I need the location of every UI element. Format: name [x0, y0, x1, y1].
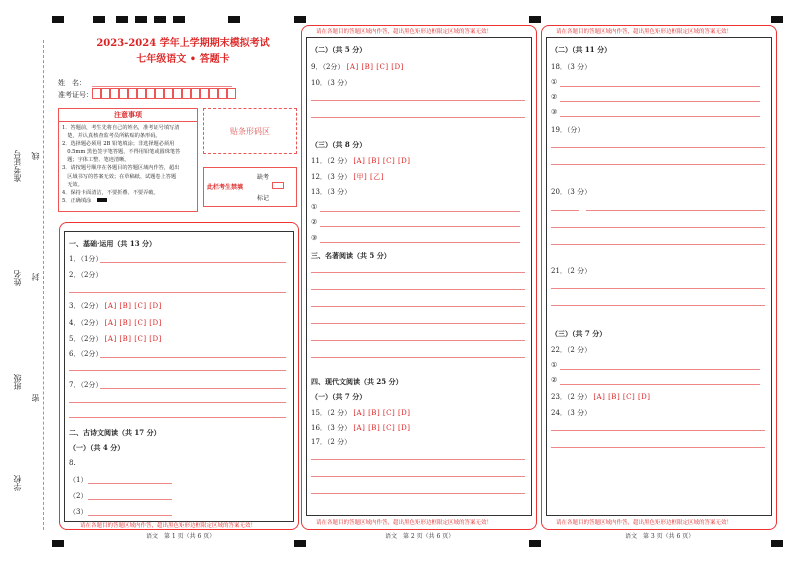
timing-mark [228, 16, 240, 23]
notice-item: 2．选择题必须用 2B 铅笔填涂；非选择题必须用 [62, 141, 175, 148]
timing-mark [173, 16, 185, 23]
s3-line[interactable] [311, 289, 525, 290]
absent-bottom: 标记 [257, 195, 270, 202]
q7-answer-line[interactable] [100, 388, 286, 389]
sub1-title: （一）（共 4 分） [69, 443, 125, 452]
notice-box [58, 108, 198, 212]
filled-example [97, 198, 107, 202]
q6-label: 6．（2分） [69, 350, 103, 358]
timing-mark [294, 540, 306, 547]
s3-line[interactable] [311, 306, 525, 307]
timing-mark [294, 16, 306, 23]
s3-line[interactable] [311, 357, 525, 358]
absent-checkbox[interactable] [272, 182, 284, 189]
q10-label: 10．（3 分） [311, 79, 352, 87]
q8-label: 8. [69, 459, 76, 467]
q20-label: 20．（3 分） [551, 188, 592, 196]
q18-line2[interactable] [560, 101, 760, 102]
absent-label: 此栏考生禁填 [207, 184, 244, 191]
page3-footer: 语文 第 3 页（共 6 页） [625, 533, 695, 540]
q6-answer-line[interactable] [100, 357, 286, 358]
q20-line[interactable] [551, 227, 765, 228]
q18-c2: ② [551, 93, 558, 101]
q10-line[interactable] [311, 117, 525, 118]
timing-mark [154, 16, 166, 23]
notice-item: 5．正确填涂 [62, 197, 92, 204]
notice-title: 注意事项 [59, 109, 197, 122]
q24-line[interactable] [551, 447, 765, 448]
q18-c1: ① [551, 78, 558, 86]
timing-mark [52, 16, 64, 23]
q15-options[interactable]: [A] [B] [C] [D] [353, 409, 411, 417]
name-field[interactable] [92, 86, 232, 87]
q17-line[interactable] [311, 493, 525, 494]
q23-options[interactable]: [A] [B] [C] [D] [593, 393, 651, 401]
warning-bottom: 请在各题目的答题区域内作答，超出黑色矩形边框限定区域的答案无效！ [316, 520, 493, 526]
side-label-feng: 封 [31, 273, 40, 281]
timing-mark [529, 16, 541, 23]
q22-c2: ② [551, 376, 558, 384]
absent-top: 缺考 [257, 174, 270, 181]
section3-title: 三、名著阅读（共 5 分） [311, 251, 391, 260]
q13-line1[interactable] [320, 211, 520, 212]
q8-part1: （1） [69, 476, 88, 484]
q17-line[interactable] [311, 476, 525, 477]
notice-item: 题；字体工整、笔迹清晰。 [62, 157, 130, 164]
q22-line1[interactable] [560, 369, 760, 370]
q12-label: 12．（3 分） [甲] [乙] [311, 173, 384, 181]
exam-subtitle: 七年级语文 • 答题卡 [136, 54, 230, 65]
timing-mark [116, 16, 128, 23]
p2-sub3-title: （三）（共 8 分） [311, 140, 367, 149]
warning-top: 请在各题目的答题区域内作答，超出黑色矩形边框限定区域的答案无效！ [556, 29, 733, 35]
timing-mark [52, 540, 64, 547]
warning-bottom: 请在各题目的答题区域内作答，超出黑色矩形边框限定区域的答案无效！ [556, 520, 733, 526]
barcode-label: 贴条形码区 [230, 126, 270, 136]
q20-line[interactable] [551, 244, 765, 245]
section2-title: 二、古诗文阅读（共 17 分） [69, 428, 161, 437]
notice-item: 无效。 [62, 181, 83, 188]
side-label-xian: 线 [31, 152, 40, 160]
s3-line[interactable] [311, 272, 525, 273]
q3-label: 3．（2分） [A] [B] [C] [D] [69, 302, 162, 310]
q18-label: 18．（3 分） [551, 63, 592, 71]
barcode-area [203, 108, 297, 154]
q23-label: 23．（2 分） [A] [B] [C] [D] [551, 393, 651, 401]
p3-sub3-title: （三）（共 7 分） [551, 329, 607, 338]
timing-mark [771, 540, 783, 547]
name-label: 姓 名： [58, 79, 86, 87]
q16-options[interactable]: [A] [B] [C] [D] [353, 424, 411, 432]
q21-line[interactable] [551, 305, 765, 306]
q13-label: 13．（3 分） [311, 188, 352, 196]
id-label: 准考证号： [58, 91, 93, 99]
q18-line3[interactable] [560, 116, 760, 117]
q22-c1: ① [551, 361, 558, 369]
q17-label: 17．（2 分） [311, 438, 352, 446]
q21-label: 21．（2 分） [551, 267, 592, 275]
notice-item: 4．保持卡面清洁，不要折叠、不要弄破。 [62, 189, 159, 196]
side-label-name: 姓名 [13, 270, 22, 286]
q8-line2[interactable] [88, 499, 172, 500]
q12-options[interactable]: [甲] [乙] [353, 173, 384, 181]
notice-item: 3．请按题号顺序在各题目的答题区域内作答，超出 [62, 165, 180, 172]
q11-label: 11．（2 分） [A] [B] [C] [D] [311, 157, 411, 165]
q7-label: 7．（2分） [69, 381, 103, 389]
s3-line[interactable] [311, 340, 525, 341]
timing-mark [771, 16, 783, 23]
q13-c2: ② [311, 218, 318, 226]
q8-line3[interactable] [88, 515, 172, 516]
q16-label: 16．（3 分） [A] [B] [C] [D] [311, 424, 411, 432]
section4-title: 四、现代文阅读（共 25 分） [311, 377, 403, 386]
notice-item: 1．答题前，考生先将自己的姓名，准考证号填写清 [62, 125, 180, 131]
q3-options[interactable]: [A] [B] [C] [D] [104, 302, 162, 310]
q21-line[interactable] [551, 288, 765, 289]
q9-label: 9．（2分） [A] [B] [C] [D] [311, 63, 404, 71]
side-label-class: 班级 [13, 374, 22, 390]
q20-line[interactable] [586, 210, 765, 211]
s3-line[interactable] [311, 323, 525, 324]
q8-part2: （2） [69, 492, 88, 500]
q10-line[interactable] [311, 100, 525, 101]
q7-answer-line[interactable] [69, 402, 286, 403]
q13-line3[interactable] [320, 242, 520, 243]
warning-bottom: 请在各题目的答题区域内作答，超出黑色矩形边框限定区域的答案无效！ [80, 523, 257, 529]
q1-answer-line[interactable] [100, 262, 286, 263]
page2-footer: 语文 第 2 页（共 6 页） [385, 533, 455, 540]
q22-line2[interactable] [560, 384, 760, 385]
q11-options[interactable]: [A] [B] [C] [D] [353, 157, 411, 165]
q13-c1: ① [311, 203, 318, 211]
p2-sub4-title: （一）（共 7 分） [311, 392, 367, 401]
q8-line1[interactable] [88, 483, 172, 484]
q18-line1[interactable] [560, 86, 760, 87]
page1-footer: 语文 第 1 页（共 6 页） [146, 533, 216, 540]
side-label-school: 学校 [13, 475, 22, 491]
q24-line[interactable] [551, 430, 765, 431]
q15-label: 15．（2 分） [A] [B] [C] [D] [311, 409, 411, 417]
section1-title: 一、基础·运用（共 13 分） [69, 239, 157, 248]
q4-label: 4．（2分） [A] [B] [C] [D] [69, 319, 162, 327]
notice-item: 0.5mm 黑色签字笔答题，不得用铅笔或圆珠笔答 [62, 149, 181, 156]
q7-answer-line[interactable] [69, 417, 286, 418]
side-label-mi: 密 [31, 394, 40, 402]
page3-answer-area [546, 37, 772, 516]
q22-label: 22．（2 分） [551, 346, 592, 354]
q18-c3: ③ [551, 108, 558, 116]
q24-label: 24．（3 分） [551, 409, 592, 417]
q8-part3: （3） [69, 508, 88, 516]
side-label-id: 准考证号 [13, 150, 22, 182]
q19-line[interactable] [551, 147, 765, 148]
exam-title: 2023-2024 学年上学期期末模拟考试 [96, 38, 270, 49]
q19-label: 19．（分） [551, 126, 585, 134]
q9-options[interactable]: [A] [B] [C] [D] [346, 63, 404, 71]
timing-mark [529, 540, 541, 547]
q5-label: 5．（2分） [A] [B] [C] [D] [69, 335, 162, 343]
p2-sub2-title: （二）（共 5 分） [311, 45, 367, 54]
timing-mark [135, 16, 147, 23]
warning-top: 请在各题目的答题区域内作答，超出黑色矩形边框限定区域的答案无效！ [316, 29, 493, 35]
q1-label: 1．（1分） [69, 255, 103, 263]
q19-line[interactable] [551, 164, 765, 165]
q2-label: 2．（2分） [69, 271, 103, 279]
notice-item: 楚，并认真核查监考员所粘贴的条形码。 [62, 133, 161, 140]
notice-item: 区域书写的答案无效；在草稿纸、试题卷上答题 [62, 173, 177, 180]
q4-options[interactable]: [A] [B] [C] [D] [104, 319, 162, 327]
binding-line [43, 40, 44, 530]
q20-line[interactable] [551, 210, 579, 211]
timing-mark [93, 16, 105, 23]
q6-answer-line[interactable] [69, 370, 286, 371]
p3-sub2-title: （二）（共 11 分） [551, 45, 612, 54]
absent-box [203, 167, 297, 207]
q17-line[interactable] [311, 459, 525, 460]
q13-c3: ③ [311, 234, 318, 242]
q13-line2[interactable] [320, 226, 520, 227]
q2-answer-line[interactable] [69, 292, 286, 293]
q5-options[interactable]: [A] [B] [C] [D] [104, 335, 162, 343]
